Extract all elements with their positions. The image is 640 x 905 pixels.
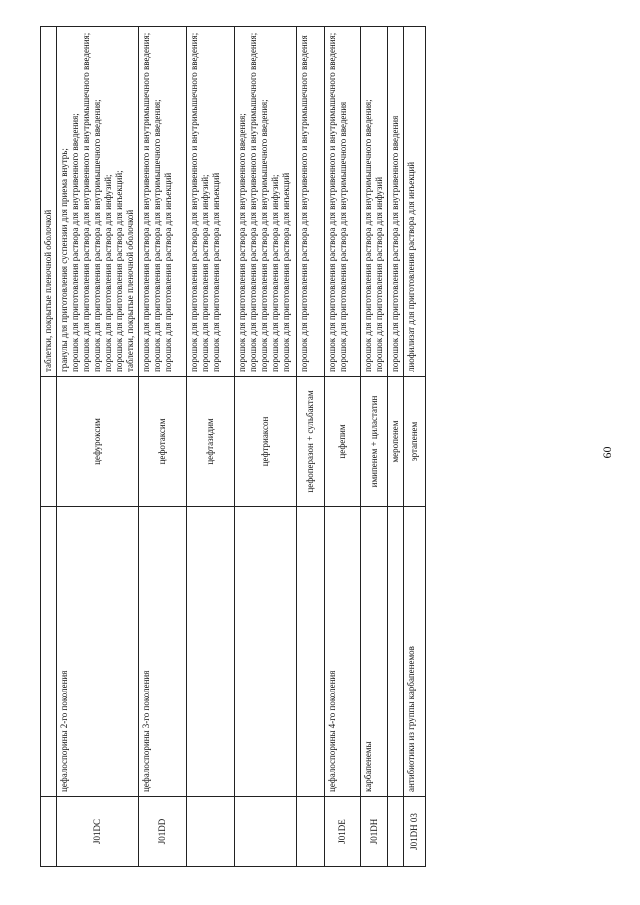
dosage-form-line: порошок для приготовления раствора для внутривенного и внутримышечного введения (299, 35, 309, 372)
drug-cell: цефотаксим (139, 377, 187, 507)
dosage-form-line: порошок для приготовления раствора для внутривенного и внутримышечного введения; (141, 32, 151, 372)
drug-cell: цефтазидим (187, 377, 235, 507)
page-number: 60 (600, 446, 614, 459)
dosage-form-line: таблетки, покрытые пленочной оболочкой (43, 209, 53, 372)
dosage-forms-cell (235, 27, 297, 377)
drug-cell: цефтриаксон (235, 377, 297, 507)
group-cell: антибиотики из группы карбапенемов (404, 507, 426, 797)
dosage-forms-cell (404, 27, 426, 377)
table-row (57, 27, 139, 867)
group-cell: цефалоспорины 3-го поколения (139, 507, 187, 797)
dosage-form-line: гранулы для приготовления суспензии для приема внутрь; (59, 148, 69, 372)
drug-cell: эртапенем (404, 377, 426, 507)
drug-cell: цефоперазон + сульбактам (297, 377, 325, 507)
dosage-form-line: порошок для приготовления раствора для внутривенного и внутримышечного введения; (189, 32, 199, 372)
dosage-forms-cell (41, 27, 57, 377)
dosage-forms-cell (187, 27, 235, 377)
code-cell: J01DH (361, 797, 388, 867)
dosage-forms-cell (325, 27, 361, 377)
table-row (235, 27, 297, 867)
dosage-forms-cell (57, 27, 139, 377)
code-cell: J01DC (57, 797, 139, 867)
dosage-forms-cell (361, 27, 388, 377)
dosage-form-line: порошок для приготовления раствора для внутривенного и внутримышечного введения; (81, 32, 91, 372)
group-cell: цефалоспорины 2-го поколения (57, 507, 139, 797)
dosage-form-line: порошок для приготовления раствора для внутривенного и внутримышечного введения; (248, 32, 258, 372)
code-cell (388, 797, 404, 867)
drug-cell: цефепим (325, 377, 361, 507)
dosage-form-line: порошок для приготовления раствора для инъекций (163, 172, 173, 372)
dosage-form-line: порошок для приготовления раствора для инфузий; (200, 174, 210, 372)
dosage-form-line: лиофилизат для приготовления раствора для инъекций (406, 161, 416, 372)
group-cell (388, 507, 404, 797)
drug-cell: цефуроксим (57, 377, 139, 507)
code-cell (41, 797, 57, 867)
code-cell: J01DD (139, 797, 187, 867)
table-row (361, 27, 388, 867)
dosage-form-line: порошок для приготовления раствора для внутримышечного введения; (363, 99, 373, 372)
dosage-form-line: порошок для приготовления раствора для инфузий; (270, 174, 280, 372)
table-row (41, 27, 57, 867)
group-cell: карбапенемы (361, 507, 388, 797)
drug-table (40, 26, 426, 867)
dosage-form-line: порошок для приготовления раствора для внутривенного введения (390, 115, 400, 372)
code-cell: J01DE (325, 797, 361, 867)
dosage-form-line: порошок для приготовления раствора для инфузий (374, 176, 384, 372)
table-body (41, 27, 426, 867)
drug-cell: имипенем + циластатин (361, 377, 388, 507)
table-row (139, 27, 187, 867)
dosage-form-line: порошок для приготовления раствора для внутримышечного введения; (92, 99, 102, 372)
dosage-form-line: порошок для приготовления раствора для инъекций; (114, 170, 124, 372)
dosage-forms-cell (388, 27, 404, 377)
table-row (297, 27, 325, 867)
dosage-form-line: порошок для приготовления раствора для внутривенного и внутримышечного введения; (327, 32, 337, 372)
code-cell: J01DH 03 (404, 797, 426, 867)
dosage-form-line: порошок для приготовления раствора для внутримышечного введения; (259, 99, 269, 372)
code-cell (297, 797, 325, 867)
dosage-forms-cell (139, 27, 187, 377)
drug-cell: меропенем (388, 377, 404, 507)
group-cell (41, 507, 57, 797)
table-row (187, 27, 235, 867)
dosage-form-line: порошок для приготовления раствора для внутривенного введения; (70, 113, 80, 372)
dosage-form-line: порошок для приготовления раствора для внутримышечного введения; (152, 99, 162, 372)
dosage-form-line: порошок для приготовления раствора для инфузий; (103, 174, 113, 372)
group-cell (187, 507, 235, 797)
table-row (388, 27, 404, 867)
dosage-forms-cell (297, 27, 325, 377)
table-row (404, 27, 426, 867)
drug-cell (41, 377, 57, 507)
group-cell (297, 507, 325, 797)
dosage-form-line: порошок для приготовления раствора для инъекций (211, 172, 221, 372)
group-cell (235, 507, 297, 797)
group-cell: цефалоспорины 4-го поколения (325, 507, 361, 797)
table-row (325, 27, 361, 867)
dosage-form-line: порошок для приготовления раствора для внутримышечного введения (338, 101, 348, 372)
code-cell (235, 797, 297, 867)
dosage-form-line: порошок для приготовления раствора для внутривенного введения; (237, 113, 247, 372)
dosage-form-line: таблетки, покрытые пленочной оболочкой (125, 209, 135, 372)
code-cell (187, 797, 235, 867)
dosage-form-line: порошок для приготовления раствора для инъекций (281, 172, 291, 372)
